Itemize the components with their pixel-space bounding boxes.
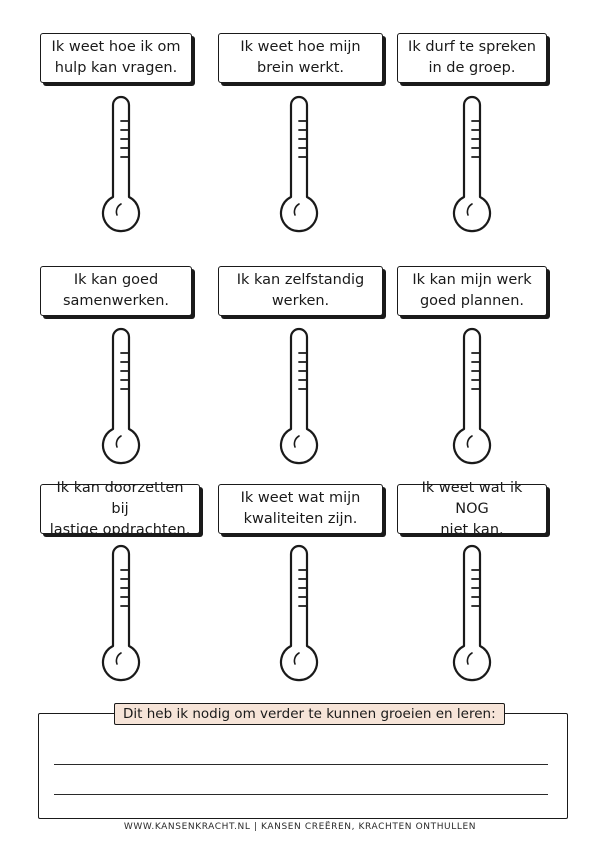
statement-text: Ik kan doorzetten bij lastige opdrachten. [49, 479, 191, 538]
notes-title: Dit heb ik nodig om verder te kunnen groeien en leren: [114, 703, 505, 725]
statement-text: Ik weet hoe mijn brein werkt. [240, 39, 361, 76]
statement-text: Ik kan zelfstandig werken. [236, 272, 365, 309]
statement-card-2 [218, 33, 383, 83]
thermometer-icon [96, 325, 146, 470]
thermometer-icon [447, 93, 497, 238]
thermometer-icon [96, 542, 146, 687]
statement-card-4 [40, 266, 192, 316]
footer-text: WWW.KANSENKRACHT.NL | KANSEN CREËREN, KRACHTEN ONTHULLEN [123, 822, 477, 832]
writing-line[interactable] [54, 764, 548, 765]
notes-box [38, 713, 568, 819]
statement-text: Ik weet wat ik NOG niet kan. [421, 479, 523, 538]
statement-card-1 [40, 33, 192, 83]
statement-text: Ik weet wat mijn kwaliteiten zijn. [240, 490, 361, 527]
statement-card-6 [397, 266, 547, 316]
statement-card-5 [218, 266, 383, 316]
thermometer-icon [274, 542, 324, 687]
thermometer-icon [447, 542, 497, 687]
statement-text: Ik kan mijn werk goed plannen. [412, 272, 532, 309]
writing-line[interactable] [54, 794, 548, 795]
thermometer-icon [274, 325, 324, 470]
thermometer-icon [447, 325, 497, 470]
thermometer-icon [96, 93, 146, 238]
statement-card-8 [218, 484, 383, 534]
statement-text: Ik weet hoe ik om hulp kan vragen. [51, 39, 181, 76]
statement-card-9 [397, 479, 547, 538]
thermometer-icon [274, 93, 324, 238]
statement-card-3 [397, 33, 547, 83]
statement-text: Ik kan goed samenwerken. [62, 272, 170, 309]
statement-card-7 [40, 479, 200, 538]
statement-text: Ik durf te spreken in de groep. [408, 39, 536, 76]
